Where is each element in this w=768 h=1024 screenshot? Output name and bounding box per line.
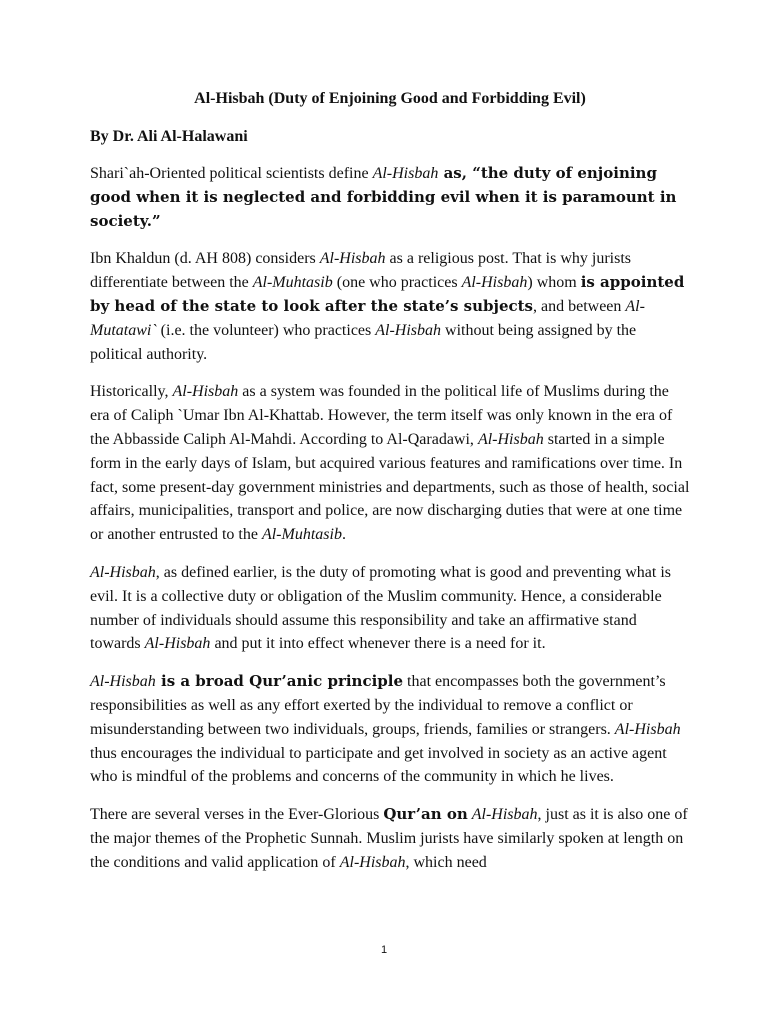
paragraph-1 [90, 162, 690, 233]
italic-term: Al-Muhtasib [252, 274, 333, 292]
text-run: without being assigned by the political authority. [90, 321, 637, 363]
text-run: (one who practices [332, 274, 462, 292]
italic-term: Al-Muhtasib [261, 526, 342, 544]
text-run: Historically, [90, 383, 173, 401]
document-body [90, 88, 690, 889]
italic-term: Al-Hisbah [319, 250, 386, 268]
text-run: started in a simple form in the early days of Islam, but acquired various features and ramifications over time. In fact, some present-day government ministries and departments, such as those of health, social affairs, municipalities, transport and police, are now discharging duties that were at one time or another entrusted to the [90, 430, 690, 544]
paragraph-5 [90, 670, 690, 789]
paragraph-4 [90, 561, 690, 656]
text-run: that encompasses both the government’s responsibilities as well as any effort exerted by the individual to remove a conflict or misunderstanding between two individuals, groups, friends, families or strangers. [90, 673, 666, 738]
author-byline: By Dr. Ali Al-Halawani [90, 128, 248, 145]
italic-term: Al-Hisbah [339, 853, 406, 871]
bold-phrase: is a broad Qur’anic principle [155, 672, 404, 691]
italic-term: Al-Hisbah [172, 383, 239, 401]
text-run: . [341, 526, 346, 544]
text-run: thus encourages the individual to participate and get involved in society as an active agent who is mindful of the problems and concerns of the community in which he lives. [90, 744, 667, 786]
text-run: There are several verses in the Ever-Glorious [90, 806, 384, 824]
text-run: Ibn Khaldun (d. AH 808) considers [90, 250, 320, 268]
page-number: 1 [380, 944, 388, 956]
paragraph-6 [90, 803, 690, 874]
italic-term: Al-Hisbah [90, 673, 156, 691]
italic-term: Al-Hisbah [375, 321, 442, 339]
italic-term: Al-Hisbah [471, 806, 538, 824]
bold-phrase: Qur’an on [383, 805, 468, 824]
italic-term: Al-Hisbah [372, 165, 439, 182]
text-run: as a religious post. That is why jurists differentiate between the [90, 250, 631, 292]
paragraph-2 [90, 247, 690, 366]
text-run: , as defined earlier, is the duty of promoting what is good and preventing what is evil. It is a collective duty or obligation of the Muslim community. Hence, a considerable number of individuals should assume this responsibility and take an affirmative stand towards [90, 563, 672, 653]
paragraph-3 [90, 380, 690, 547]
document-title: Al-Hisbah (Duty of Enjoining Good and Forbidding Evil) [194, 90, 586, 107]
italic-term: Al-Hisbah [90, 563, 156, 581]
bold-phrase: is appointed by head of the state to look after the state’s subjects [90, 273, 685, 315]
italic-term: Al-Mutatawi` [90, 297, 645, 339]
italic-term: Al-Hisbah [614, 720, 681, 738]
text-run: ) whom [527, 274, 581, 292]
text-run: , and between [533, 297, 626, 315]
bold-quote: as, “the duty of enjoining good when it is neglected and forbidding evil when it is paramount in society.” [90, 164, 677, 230]
text-run: as a system was founded in the political life of Muslims during the era of Caliph `Umar Ibn Al-Khattab. However, the term itself was only known in the era of the Abbasside Caliph Al-Mahdi. According to Al-Qaradawi, [90, 383, 673, 448]
text-run: (i.e. the volunteer) who practices [156, 321, 376, 339]
text-run: , which need [405, 853, 487, 871]
italic-term: Al-Hisbah [477, 430, 544, 448]
italic-term: Al-Hisbah [144, 635, 211, 653]
italic-term: Al-Hisbah [461, 274, 528, 292]
text-run: Shari`ah-Oriented political scientists define [90, 165, 373, 182]
text-run: , just as it is also one of the major themes of the Prophetic Sunnah. Muslim jurists have similarly spoken at length on the conditions and valid application of [90, 806, 688, 871]
text-run: and put it into effect whenever there is a need for it. [210, 635, 546, 653]
